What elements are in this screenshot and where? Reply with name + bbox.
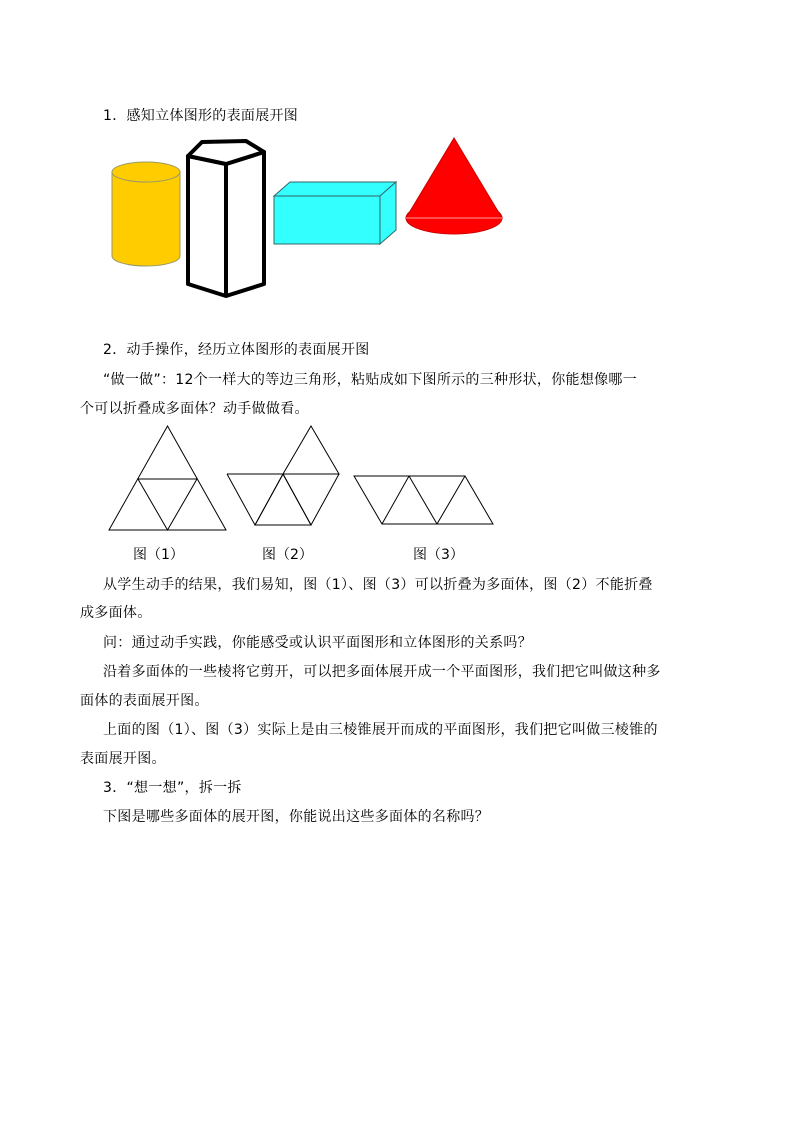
definition-line-1: 沿着多面体的一些棱将它剪开，可以把多面体展开成一个平面图形，我们把它叫做这种多 (103, 664, 661, 680)
net-figure-1 (106, 424, 230, 532)
net-figure-3 (352, 474, 496, 526)
pyramid-line-2: 表面展开图。 (80, 751, 166, 767)
cuboid-shape (272, 180, 398, 246)
cylinder-shape (108, 160, 184, 272)
caption-figure-2: 图（2） (262, 547, 313, 563)
result-line-2: 成多面体。 (80, 605, 152, 621)
caption-figure-1: 图（1） (133, 547, 184, 563)
net-figure-2 (226, 424, 342, 528)
section3-heading: 3．“想一想”，拆一拆 (103, 780, 242, 796)
intro-line-2: 个可以折叠成多面体？动手做做看。 (80, 401, 309, 417)
intro-line-1: “做一做”：12个一样大的等边三角形，粘贴成如下图所示的三种形状，你能想像哪一 (103, 372, 638, 388)
hexagonal-prism-shape (184, 138, 268, 300)
question-line: 问：通过动手实践，你能感受或认识平面图形和立体图形的关系吗？ (103, 635, 532, 651)
result-line-1: 从学生动手的结果，我们易知，图（1）、图（3）可以折叠为多面体，图（2）不能折叠 (103, 577, 653, 593)
cone-shape (402, 136, 506, 240)
caption-figure-3: 图（3） (413, 547, 464, 563)
section2-heading: 2．动手操作，经历立体图形的表面展开图 (103, 342, 370, 358)
definition-line-2: 面体的表面展开图。 (80, 693, 209, 709)
pyramid-line-1: 上面的图（1）、图（3）实际上是由三棱锥展开而成的平面图形，我们把它叫做三棱锥的 (103, 722, 658, 738)
section1-heading: 1．感知立体图形的表面展开图 (103, 108, 299, 124)
section3-text: 下图是哪些多面体的展开图，你能说出这些多面体的名称吗？ (103, 809, 490, 825)
